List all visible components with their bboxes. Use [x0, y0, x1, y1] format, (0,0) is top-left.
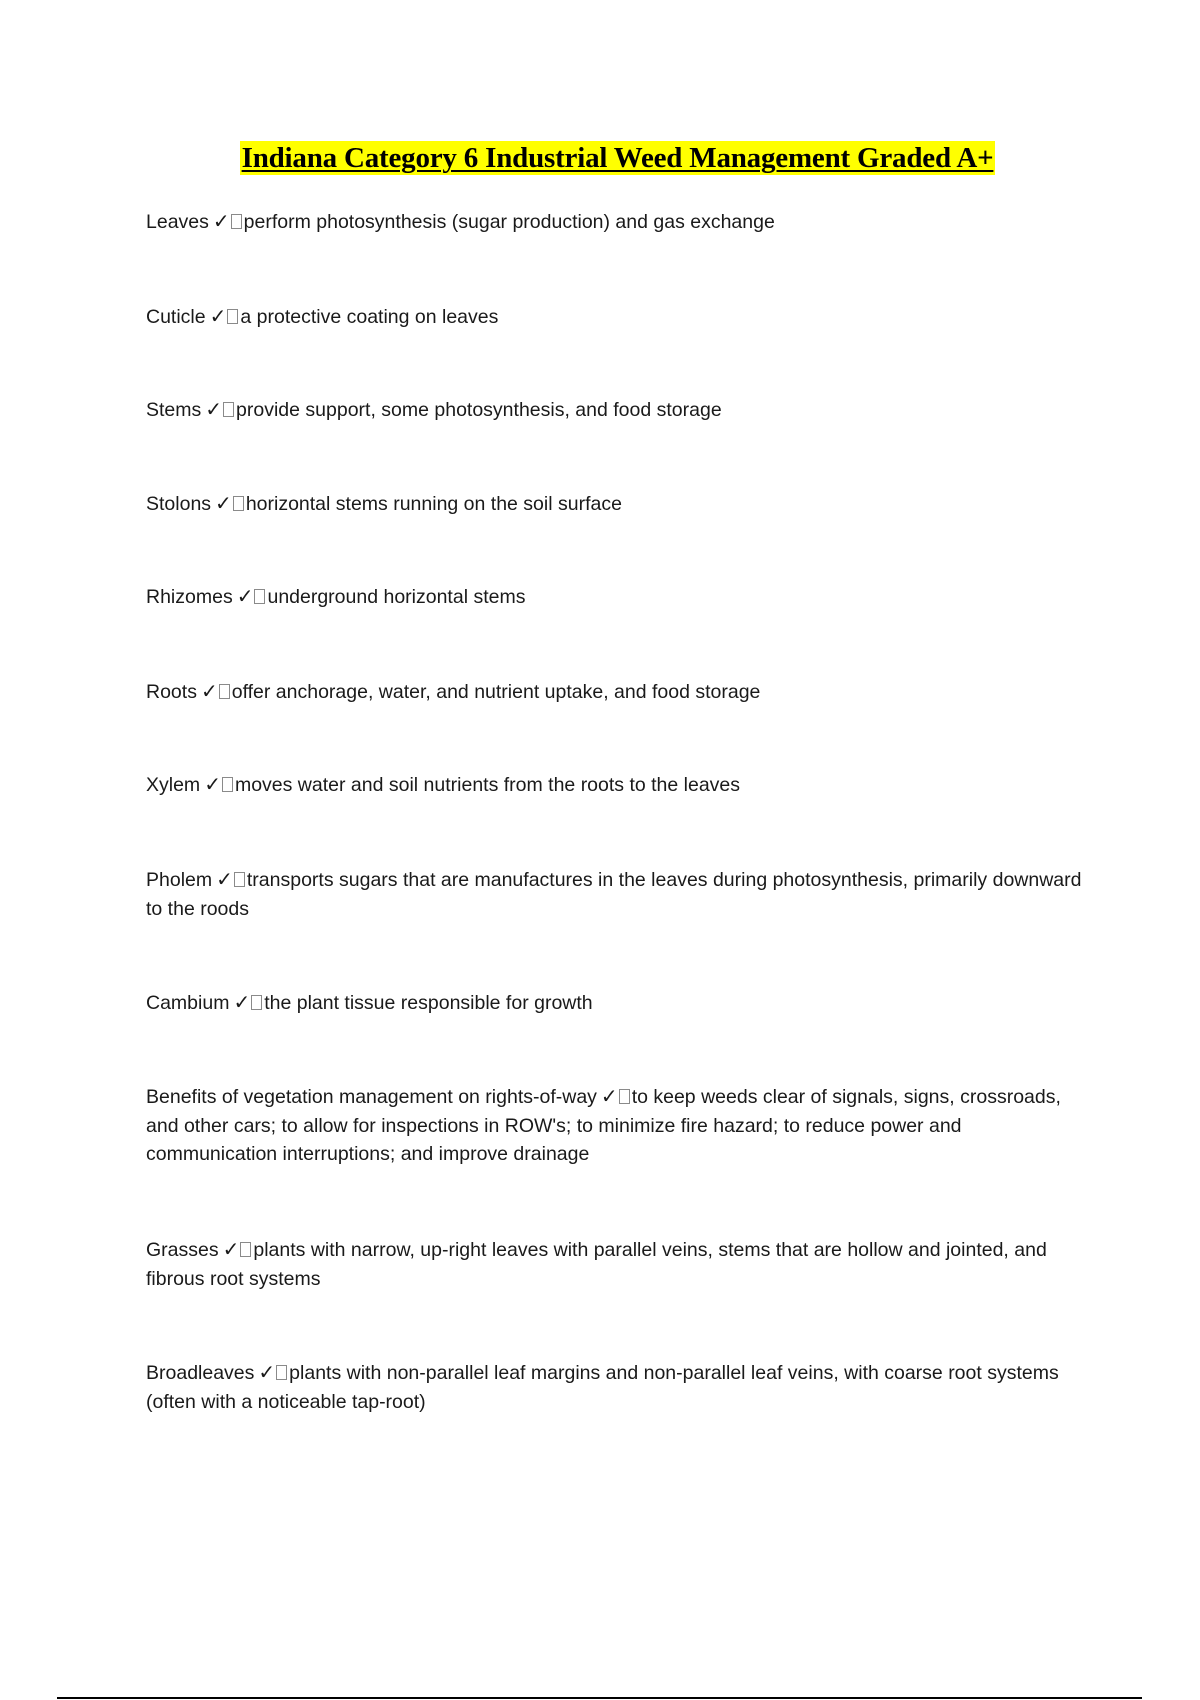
- entry-definition: to keep weeds clear of signals, signs, crossroads, and other cars; to allow for inspections in ROW's; to minimize fire hazard; to reduce power and communication interruptions; and improve drainage: [146, 1086, 1061, 1165]
- entry-term: Stolons: [146, 493, 212, 515]
- entry-grasses: [146, 1235, 1086, 1293]
- entry-term: Xylem: [146, 774, 201, 796]
- entry-definition: a protective coating on leaves: [240, 306, 499, 328]
- empty-box-icon: [619, 1089, 630, 1104]
- empty-box-icon: [222, 777, 233, 792]
- entry-term: Benefits of vegetation management on rights-of-way: [146, 1086, 597, 1108]
- entry-xylem: [146, 770, 1086, 800]
- entry-term: Cambium: [146, 992, 230, 1014]
- footer-divider: [57, 1697, 1142, 1699]
- entry-rhizomes: [146, 582, 1086, 612]
- entry-definition: underground horizontal stems: [267, 586, 526, 608]
- check-mark-icon: ✓: [236, 584, 254, 608]
- empty-box-icon: [223, 402, 234, 417]
- entry-term: Grasses: [146, 1239, 219, 1261]
- empty-box-icon: [234, 872, 245, 887]
- entry-definition: transports sugars that are manufactures in the leaves during photosynthesis, primarily downward to the roods: [146, 869, 1082, 920]
- check-mark-icon: ✓: [209, 304, 227, 328]
- check-mark-icon: ✓: [600, 1084, 618, 1108]
- empty-box-icon: [254, 589, 265, 604]
- entry-definition: offer anchorage, water, and nutrient uptake, and food storage: [231, 681, 761, 703]
- empty-box-icon: [240, 1242, 251, 1257]
- entry-rights-of-way-benefits: [146, 1082, 1086, 1169]
- entry-leaves: [146, 207, 1086, 237]
- entry-definition: plants with non-parallel leaf margins and non-parallel leaf veins, with coarse root systems (often with a noticeable tap-root): [146, 1362, 1059, 1413]
- check-mark-icon: ✓: [204, 772, 221, 796]
- entry-term: Cuticle: [146, 306, 206, 328]
- entry-definition: the plant tissue responsible for growth: [264, 992, 593, 1014]
- entry-broadleaves: [146, 1358, 1086, 1416]
- entry-term: Rhizomes: [146, 586, 233, 608]
- check-mark-icon: ✓: [233, 990, 251, 1014]
- entry-term: Pholem: [146, 869, 213, 891]
- entry-term: Broadleaves: [146, 1362, 255, 1384]
- entry-pholem: [146, 865, 1086, 923]
- entry-cuticle: [146, 302, 1086, 332]
- check-mark-icon: ✓: [258, 1360, 276, 1384]
- entry-stolons: [146, 489, 1086, 519]
- check-mark-icon: ✓: [216, 867, 233, 891]
- entry-definition: perform photosynthesis (sugar production) and gas exchange: [243, 211, 775, 233]
- entry-stems: [146, 395, 1086, 425]
- entry-definition: horizontal stems running on the soil surface: [245, 493, 622, 515]
- check-mark-icon: ✓: [222, 1237, 240, 1261]
- empty-box-icon: [276, 1365, 287, 1380]
- entry-definition: provide support, some photosynthesis, and food storage: [236, 399, 722, 421]
- entry-definition: plants with narrow, up-right leaves with parallel veins, stems that are hollow and jointed, and fibrous root systems: [146, 1239, 1047, 1290]
- entry-definition: moves water and soil nutrients from the roots to the leaves: [234, 774, 741, 796]
- empty-box-icon: [251, 995, 262, 1010]
- entry-term: Stems: [146, 399, 202, 421]
- empty-box-icon: [227, 309, 238, 324]
- document-title: Indiana Category 6 Industrial Weed Management Graded A+: [241, 142, 994, 174]
- empty-box-icon: [219, 684, 230, 699]
- title-container: [0, 141, 1200, 175]
- entry-roots: [146, 677, 1086, 707]
- entry-term: Roots: [146, 681, 197, 703]
- check-mark-icon: ✓: [212, 209, 230, 233]
- check-mark-icon: ✓: [205, 397, 223, 421]
- entry-cambium: [146, 988, 1086, 1018]
- check-mark-icon: ✓: [200, 679, 218, 703]
- empty-box-icon: [233, 496, 244, 511]
- entry-term: Leaves: [146, 211, 209, 233]
- check-mark-icon: ✓: [215, 491, 232, 515]
- empty-box-icon: [231, 214, 242, 229]
